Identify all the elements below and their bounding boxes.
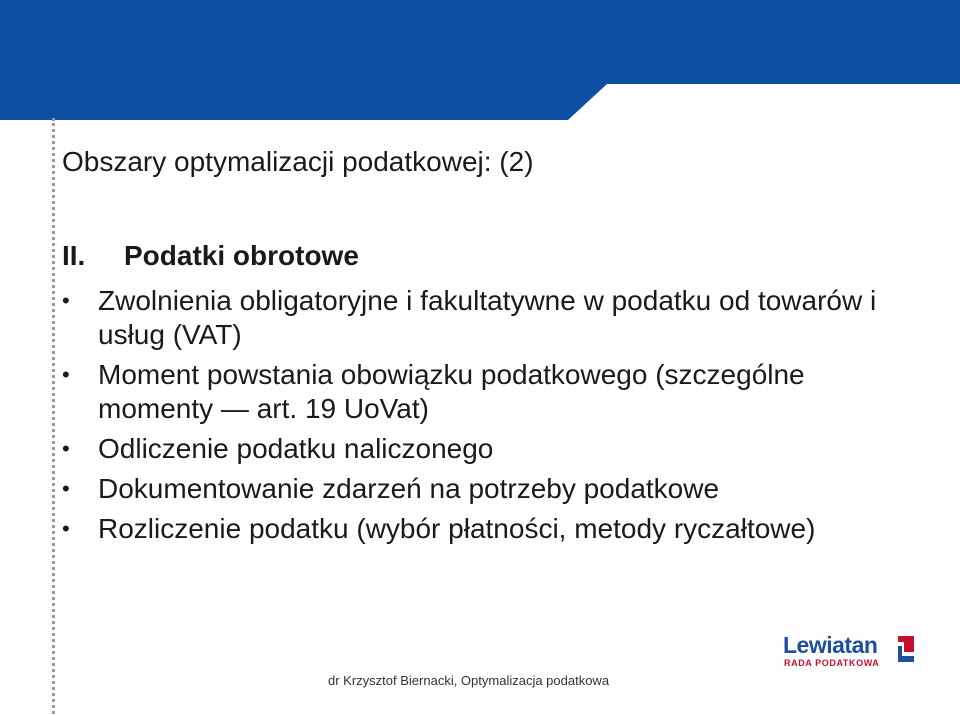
- bullet-text: Dokumentowanie zdarzeń na potrzeby podatkowe: [98, 473, 720, 504]
- logo-subtitle: RADA PODATKOWA: [784, 658, 880, 668]
- bullet-list: [62, 284, 882, 552]
- section-number: II.: [62, 240, 86, 271]
- bullet-item: [62, 472, 882, 506]
- bullet-text: Odliczenie podatku naliczonego: [98, 433, 494, 464]
- lewiatan-logo: [783, 634, 913, 670]
- dotted-divider: [52, 118, 55, 714]
- bullet-icon: •: [62, 362, 70, 387]
- bullet-item: [62, 512, 882, 546]
- bullet-icon: •: [62, 516, 70, 541]
- bullet-item: [62, 358, 882, 426]
- bullet-icon: •: [62, 288, 70, 313]
- section-title: Podatki obrotowe: [124, 240, 359, 271]
- section-heading: [62, 240, 359, 274]
- slide-title: Obszary optymalizacji podatkowej: (2): [62, 146, 534, 177]
- footer-text: dr Krzysztof Biernacki, Optymalizacja podatkowa: [328, 673, 610, 688]
- bullet-item: [62, 432, 882, 466]
- bullet-text: Rozliczenie podatku (wybór płatności, metody ryczałtowe): [98, 513, 816, 544]
- bullet-icon: •: [62, 476, 70, 501]
- bullet-text: Zwolnienia obligatoryjne i fakultatywne w podatku od towarów i usług (VAT): [98, 285, 877, 350]
- header-banner: [0, 0, 960, 120]
- logo-name: Lewiatan: [783, 632, 878, 658]
- bullet-item: [62, 284, 882, 352]
- bullet-text: Moment powstania obowiązku podatkowego (szczególne momenty — art. 19 UoVat): [98, 359, 805, 424]
- bullet-icon: •: [62, 436, 70, 461]
- logo-mark-icon: [895, 634, 917, 668]
